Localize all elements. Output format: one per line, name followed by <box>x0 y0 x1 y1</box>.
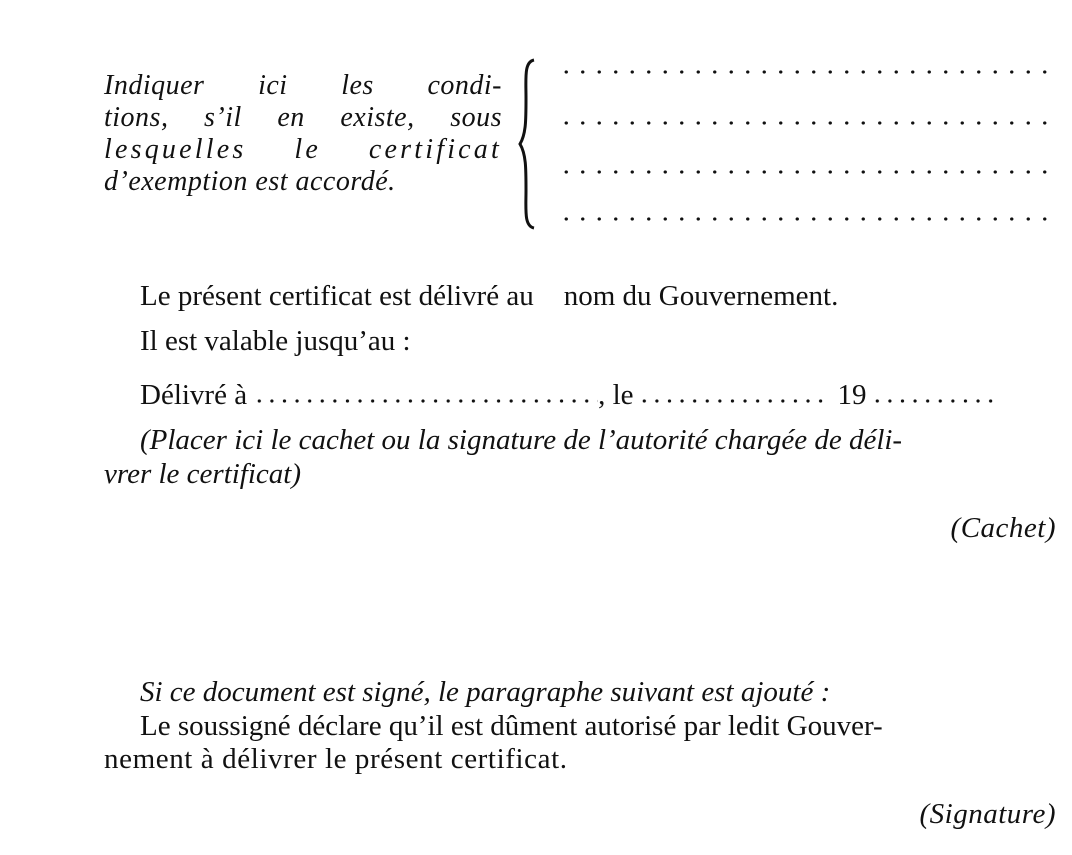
conditions-note <box>104 70 502 198</box>
issued-line-start: Le présent certificat est délivré au <box>140 280 534 312</box>
conditions-note-word: lesquelles <box>104 134 247 165</box>
delivered-line <box>140 379 1060 411</box>
conditions-note-word: tions, <box>104 102 169 133</box>
declaration-line-1: Le soussigné déclare qu’il est dûment autorisé par ledit Gouver- <box>140 710 883 742</box>
date-field[interactable] <box>638 399 828 403</box>
conditions-note-line-3 <box>104 134 502 166</box>
delivered-place-field[interactable] <box>253 399 598 403</box>
conditions-note-word: Indiquer <box>104 70 205 101</box>
conditions-note-word: existe, <box>340 102 415 133</box>
date-le-label: , le <box>598 379 634 411</box>
declaration-line-2: nement à délivrer le présent certificat. <box>104 743 568 775</box>
conditions-note-word: en <box>277 102 305 133</box>
issued-line <box>140 280 1030 312</box>
conditions-dotted-line-2[interactable] <box>558 121 1048 125</box>
curly-brace-icon <box>518 58 536 230</box>
delivered-at-label: Délivré à <box>140 379 248 411</box>
stamp-instruction-line-1: (Placer ici le cachet ou la signature de l’autorité chargée de déli- <box>140 424 903 456</box>
conditions-dotted-line-3[interactable] <box>558 170 1048 174</box>
conditions-dotted-line-4[interactable] <box>558 217 1048 221</box>
stamp-instruction-line-2: vrer le certificat) <box>104 458 302 490</box>
valid-until: Il est valable jusqu’au : <box>140 325 411 357</box>
conditions-note-word: s’il <box>204 102 242 133</box>
if-signed-note: Si ce document est signé, le paragraphe suivant est ajouté : <box>140 676 831 708</box>
issued-line-end: nom du Gouvernement. <box>563 280 839 312</box>
conditions-note-word: les <box>341 70 374 101</box>
conditions-dotted-line-1[interactable] <box>558 70 1048 74</box>
conditions-note-line-4: d’exemption est accordé. <box>104 166 396 197</box>
conditions-note-word: condi- <box>427 70 502 101</box>
year-prefix: 19 <box>837 379 867 411</box>
conditions-note-word: certificat <box>368 134 502 165</box>
conditions-note-line-1 <box>104 70 502 102</box>
conditions-note-line-2 <box>104 102 502 134</box>
signature-label: (Signature) <box>919 798 1056 830</box>
conditions-note-word: ici <box>258 70 288 101</box>
year-field[interactable] <box>871 399 1001 403</box>
conditions-note-word: sous <box>450 102 502 133</box>
cachet-label: (Cachet) <box>950 512 1056 544</box>
conditions-note-word: le <box>294 134 321 165</box>
